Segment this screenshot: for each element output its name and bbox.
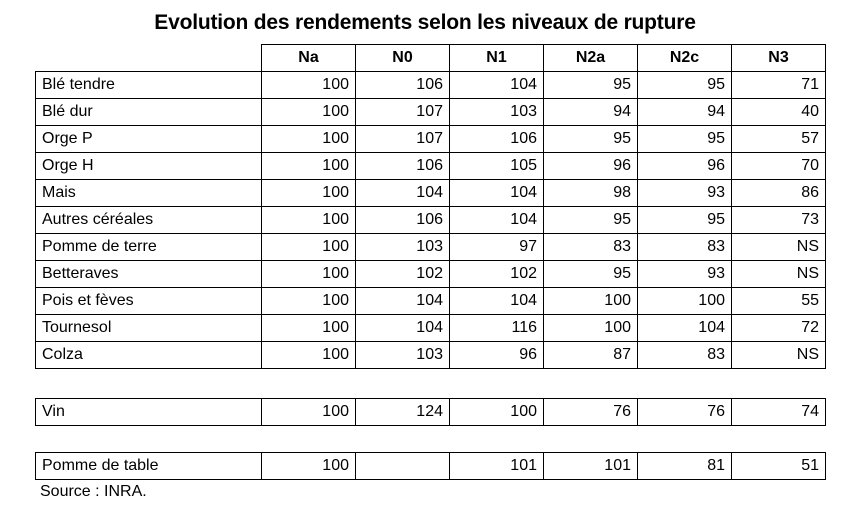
table-row — [36, 207, 826, 234]
row-label: Pomme de table — [36, 453, 262, 480]
header-corner — [36, 45, 262, 72]
row-label: Orge H — [36, 153, 262, 180]
table-row — [36, 315, 826, 342]
cell-n0: 106 — [356, 72, 450, 99]
cell-n3: 71 — [732, 72, 826, 99]
cell-n3: 51 — [732, 453, 826, 480]
cell-n1: 104 — [450, 72, 544, 99]
header-row — [36, 45, 826, 72]
cell-na: 100 — [262, 342, 356, 369]
cell-n1: 116 — [450, 315, 544, 342]
cell-n2a: 83 — [544, 234, 638, 261]
cell-n0 — [356, 453, 450, 480]
cell-n1: 104 — [450, 207, 544, 234]
cell-n2c: 95 — [638, 72, 732, 99]
cell-n3: 40 — [732, 99, 826, 126]
table-row — [36, 342, 826, 369]
cell-n1: 101 — [450, 453, 544, 480]
row-label: Vin — [36, 399, 262, 426]
col-header-n2a: N2a — [544, 45, 638, 72]
cell-n1: 100 — [450, 399, 544, 426]
cell-na: 100 — [262, 315, 356, 342]
cell-n2a: 95 — [544, 261, 638, 288]
cell-n0: 124 — [356, 399, 450, 426]
col-header-n1: N1 — [450, 45, 544, 72]
cell-na: 100 — [262, 99, 356, 126]
row-label: Orge P — [36, 126, 262, 153]
vin-table — [35, 398, 826, 426]
cell-n2c: 104 — [638, 315, 732, 342]
col-header-na: Na — [262, 45, 356, 72]
cell-n0: 106 — [356, 207, 450, 234]
row-label: Colza — [36, 342, 262, 369]
cell-n3: 86 — [732, 180, 826, 207]
source-note: Source : INRA. — [40, 483, 147, 500]
cell-n3: NS — [732, 342, 826, 369]
cell-na: 100 — [262, 180, 356, 207]
cell-n2a: 96 — [544, 153, 638, 180]
cell-n3: 70 — [732, 153, 826, 180]
cell-n1: 104 — [450, 288, 544, 315]
cell-na: 100 — [262, 234, 356, 261]
cell-n2c: 95 — [638, 207, 732, 234]
cell-n2c: 83 — [638, 342, 732, 369]
cell-n2a: 101 — [544, 453, 638, 480]
cell-n2c: 76 — [638, 399, 732, 426]
cell-n0: 102 — [356, 261, 450, 288]
row-label: Pomme de terre — [36, 234, 262, 261]
cell-n0: 107 — [356, 126, 450, 153]
row-label: Blé dur — [36, 99, 262, 126]
cell-n2c: 96 — [638, 153, 732, 180]
cell-n0: 103 — [356, 342, 450, 369]
table-row — [36, 72, 826, 99]
cell-n2a: 98 — [544, 180, 638, 207]
cell-n0: 104 — [356, 315, 450, 342]
cell-na: 100 — [262, 453, 356, 480]
cell-n2c: 95 — [638, 126, 732, 153]
cell-na: 100 — [262, 399, 356, 426]
cell-na: 100 — [262, 153, 356, 180]
cell-n2a: 76 — [544, 399, 638, 426]
cell-n1: 97 — [450, 234, 544, 261]
cell-n1: 96 — [450, 342, 544, 369]
cell-n2c: 93 — [638, 261, 732, 288]
table-row — [36, 180, 826, 207]
table-row — [36, 288, 826, 315]
row-label: Autres céréales — [36, 207, 262, 234]
row-label: Betteraves — [36, 261, 262, 288]
col-header-n0: N0 — [356, 45, 450, 72]
table-row — [36, 99, 826, 126]
cell-n0: 107 — [356, 99, 450, 126]
table-row — [36, 261, 826, 288]
table-row — [36, 126, 826, 153]
cell-n2a: 94 — [544, 99, 638, 126]
cell-n0: 104 — [356, 288, 450, 315]
table-row — [36, 453, 826, 480]
cell-n2c: 93 — [638, 180, 732, 207]
cell-n3: 55 — [732, 288, 826, 315]
row-label: Pois et fèves — [36, 288, 262, 315]
cell-na: 100 — [262, 72, 356, 99]
cell-na: 100 — [262, 288, 356, 315]
cell-n3: 74 — [732, 399, 826, 426]
cell-n3: 72 — [732, 315, 826, 342]
table-row — [36, 399, 826, 426]
row-label: Mais — [36, 180, 262, 207]
col-header-n3: N3 — [732, 45, 826, 72]
chart-title: Evolution des rendements selon les niveaux de rupture — [154, 11, 696, 34]
yield-table — [35, 44, 826, 369]
cell-n2c: 83 — [638, 234, 732, 261]
cell-n1: 104 — [450, 180, 544, 207]
cell-n0: 103 — [356, 234, 450, 261]
cell-n2a: 100 — [544, 288, 638, 315]
row-label: Tournesol — [36, 315, 262, 342]
cell-n2a: 95 — [544, 72, 638, 99]
cell-n2a: 87 — [544, 342, 638, 369]
cell-n2a: 100 — [544, 315, 638, 342]
cell-n1: 105 — [450, 153, 544, 180]
cell-na: 100 — [262, 126, 356, 153]
table-row — [36, 153, 826, 180]
cell-n3: 73 — [732, 207, 826, 234]
cell-n2c: 81 — [638, 453, 732, 480]
pomme-de-table-table — [35, 452, 826, 480]
cell-n3: NS — [732, 234, 826, 261]
cell-n3: NS — [732, 261, 826, 288]
cell-n2a: 95 — [544, 126, 638, 153]
table-row — [36, 234, 826, 261]
cell-na: 100 — [262, 207, 356, 234]
cell-n1: 103 — [450, 99, 544, 126]
col-header-n2c: N2c — [638, 45, 732, 72]
cell-n2a: 95 — [544, 207, 638, 234]
cell-n2c: 94 — [638, 99, 732, 126]
cell-n0: 106 — [356, 153, 450, 180]
cell-n3: 57 — [732, 126, 826, 153]
cell-n2c: 100 — [638, 288, 732, 315]
cell-na: 100 — [262, 261, 356, 288]
cell-n1: 102 — [450, 261, 544, 288]
cell-n0: 104 — [356, 180, 450, 207]
row-label: Blé tendre — [36, 72, 262, 99]
cell-n1: 106 — [450, 126, 544, 153]
